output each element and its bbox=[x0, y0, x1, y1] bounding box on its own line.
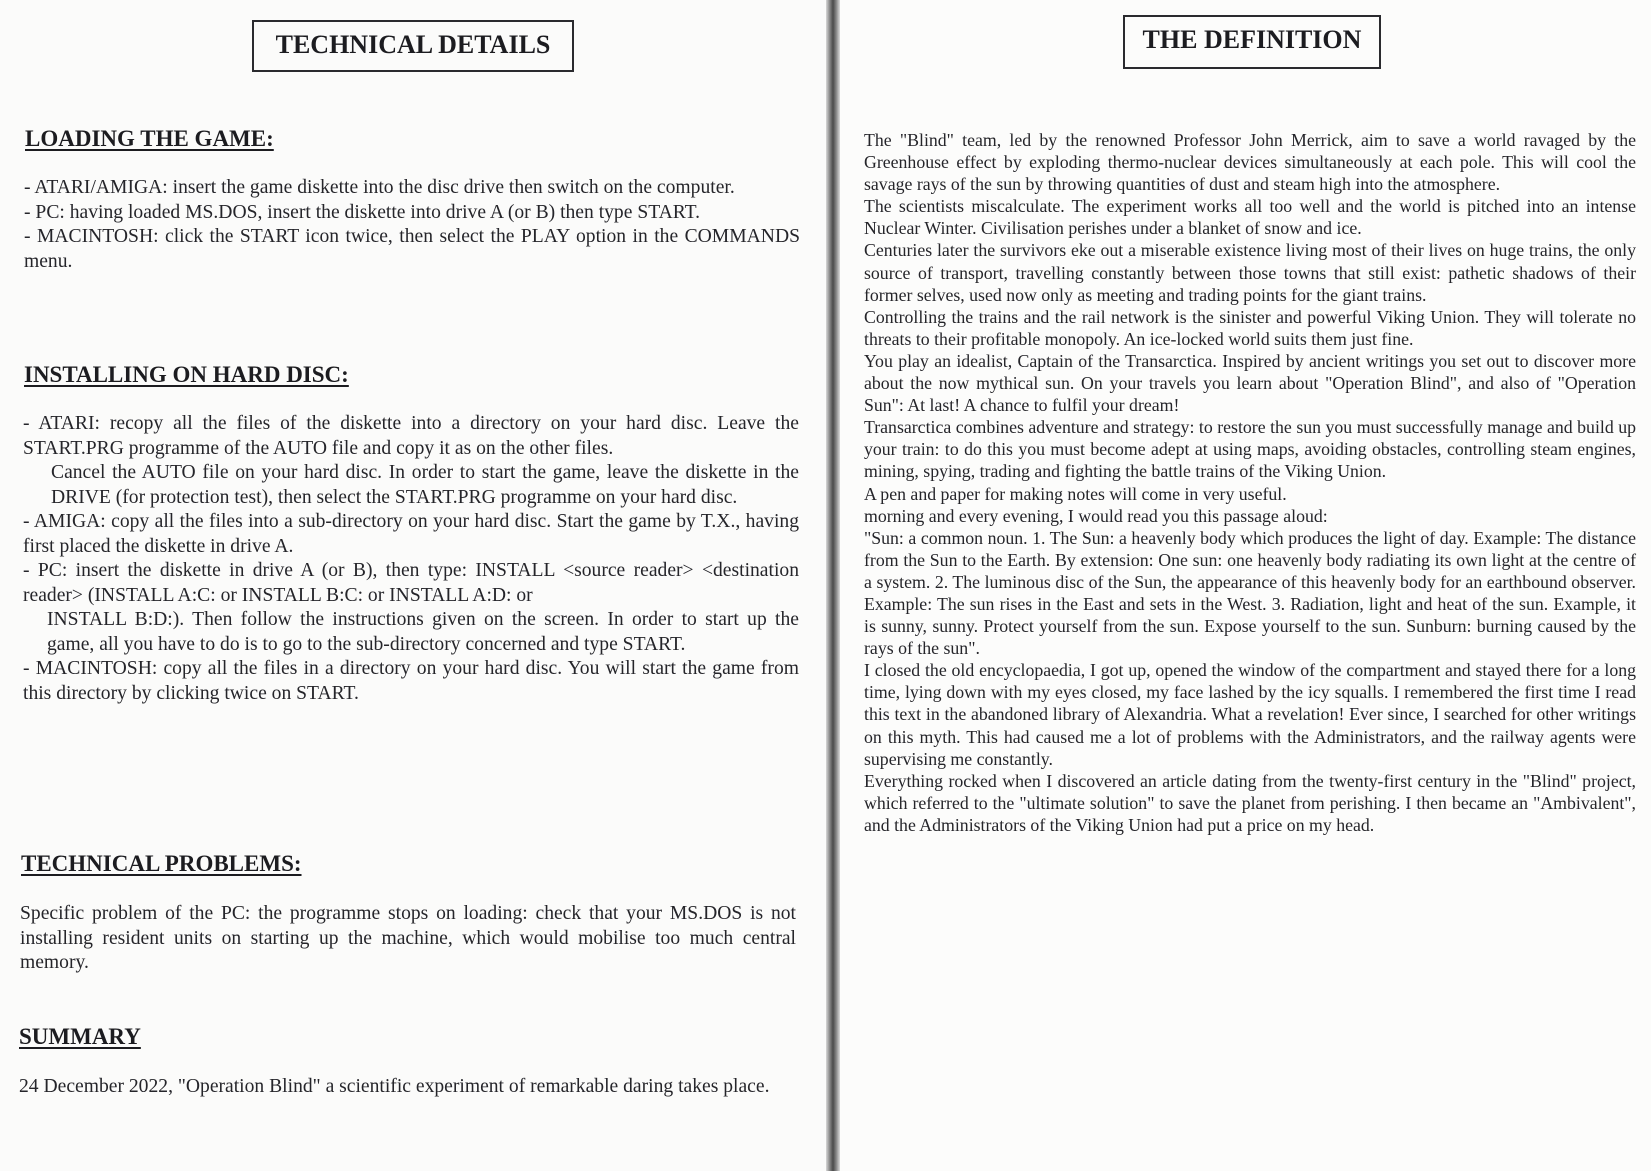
installing-heading: INSTALLING ON HARD DISC: bbox=[24, 362, 349, 387]
install-macintosh: - MACINTOSH: copy all the files in a directory on your hard disc. You will start the game from this directory by clicking twice on START. bbox=[23, 658, 799, 704]
paragraph-blind-team: The "Blind" team, led by the renowned Professor John Merrick, aim to save a world ravaged by the Greenhouse effect by exploding thermo-nuclear devices simultaneously at each pole. This will cool the savage rays of the sun by throwing quantities of dust and steam high into the atmosphere. bbox=[864, 130, 1636, 195]
loading-the-game-heading: LOADING THE GAME: bbox=[25, 126, 274, 151]
paragraph-survivors: Centuries later the survivors eke out a miserable existence living most of their lives on huge trains, the only source of transport, travelling constantly between those towns that still exist: pathetic shadows of their former selves, used now only as meeting and trading points for the giant trains. bbox=[864, 240, 1636, 305]
book-spine bbox=[826, 0, 840, 1171]
technical-problems-paragraph: Specific problem of the PC: the programme stops on loading: check that your MS.DOS is not installing resident units on starting up the machine, which would mobilise too much central memory. bbox=[20, 903, 796, 973]
install-atari-cancel: Cancel the AUTO file on your hard disc. In order to start the game, leave the diskette in the DRIVE (for protection test), then select the START.PRG programme on your hard disc. bbox=[51, 462, 799, 508]
summary-heading: SUMMARY bbox=[19, 1024, 141, 1049]
paragraph-morning: morning and every evening, I would read you this passage aloud: bbox=[864, 505, 1328, 526]
paragraph-encyclopaedia: I closed the old encyclopaedia, I got up, opened the window of the compartment and stayed there for a long time, lying down with my eyes closed, my face lashed by the icy squalls. I remembered the first time I read this text in the abandoned library of Alexandria. What a revelation! Ever since, I searched for other writings on this myth. This had caused me a lot of problems with the Administrators, and the railway agents were supervising me constantly. bbox=[864, 660, 1636, 769]
paragraph-transarctica: Transarctica combines adventure and strategy: to restore the sun you must successfully manage and build up your train: to do this you must become adept at using maps, avoiding obstacles, controlling steam engines, mining, spying, trading and fighting the battle trains of the Viking Union. bbox=[864, 417, 1636, 482]
loading-pc: - PC: having loaded MS.DOS, insert the diskette into drive A (or B) then type START. bbox=[24, 201, 701, 223]
paragraph-miscalculate: The scientists miscalculate. The experiment works all too well and the world is pitched into an intense Nuclear Winter. Civilisation perishes under a blanket of snow and ice. bbox=[864, 196, 1636, 239]
technical-details-title: TECHNICAL DETAILS bbox=[252, 20, 574, 72]
install-atari: - ATARI: recopy all the files of the diskette into a directory on your hard disc. Leave the START.PRG programme of the AUTO file and copy it as on the other files. bbox=[23, 413, 799, 459]
summary-paragraph: 24 December 2022, "Operation Blind" a scientific experiment of remarkable daring takes place. bbox=[19, 1076, 770, 1097]
the-definition-title: THE DEFINITION bbox=[1123, 15, 1381, 69]
technical-problems-text bbox=[20, 902, 796, 976]
paragraph-pen-paper: A pen and paper for making notes will come in very useful. bbox=[864, 483, 1287, 504]
paragraph-idealist: You play an idealist, Captain of the Transarctica. Inspired by ancient writings you set out to discover more about the now mythical sun. On your travels you learn about "Operation Blind", and also of "Operation Sun": At last! A chance to fulfil your dream! bbox=[864, 350, 1636, 416]
technical-problems-heading: TECHNICAL PROBLEMS: bbox=[21, 851, 302, 876]
paragraph-sun-definition: "Sun: a common noun. 1. The Sun: a heavenly body which produces the light of day. Example: The distance from the Sun to the Earth. By extension: One sun: one heavenly body radiating its own light at the centre of a system. 2. The luminous disc of the Sun, the appearance of this heavenly body for an earthbound observer. Example: The sun rises in the East and sets in the West. 3. Radiation, light and heat of the sun. Example, it is sunny, sunny. Protect yourself from the sun. Expose yourself to the sun. Sunburn: burning caused by the rays of the sun". bbox=[864, 527, 1636, 659]
right-page bbox=[840, 0, 1651, 1171]
loading-the-game-text bbox=[24, 176, 800, 274]
paragraph-everything-rocked: Everything rocked when I discovered an article dating from the twenty-first century in the "Blind" project, which referred to the "ultimate solution" to save the planet from perishing. I then became an "Ambivalent", and the Administrators of the Viking Union had put a price on my head. bbox=[864, 770, 1636, 835]
loading-macintosh: - MACINTOSH: click the START icon twice, then select the PLAY option in the COMMANDS menu. bbox=[24, 226, 800, 272]
install-pc: - PC: insert the diskette in drive A (or B), then type: INSTALL <source reader> <destination reader> (INSTALL A:C: or INSTALL B:C: or INSTALL A:D: or bbox=[23, 560, 799, 606]
install-amiga: - AMIGA: copy all the files into a sub-directory on your hard disc. Start the game by T.X., having first placed the diskette in drive A. bbox=[23, 511, 799, 557]
loading-atari-amiga: - ATARI/AMIGA: insert the game diskette into the disc drive then switch on the computer. bbox=[24, 177, 735, 198]
summary-text bbox=[19, 1075, 795, 1100]
paragraph-viking-union: Controlling the trains and the rail network is the sinister and powerful Viking Union. They will tolerate no threats to their profitable monopoly. An ice-locked world suits them just fine. bbox=[864, 306, 1636, 349]
install-pc-continued: INSTALL B:D:). Then follow the instructions given on the screen. In order to start up the game, all you have to do is to go to the sub-directory concerned and type START. bbox=[47, 609, 799, 655]
installing-text bbox=[23, 412, 799, 706]
definition-text bbox=[864, 129, 1636, 836]
